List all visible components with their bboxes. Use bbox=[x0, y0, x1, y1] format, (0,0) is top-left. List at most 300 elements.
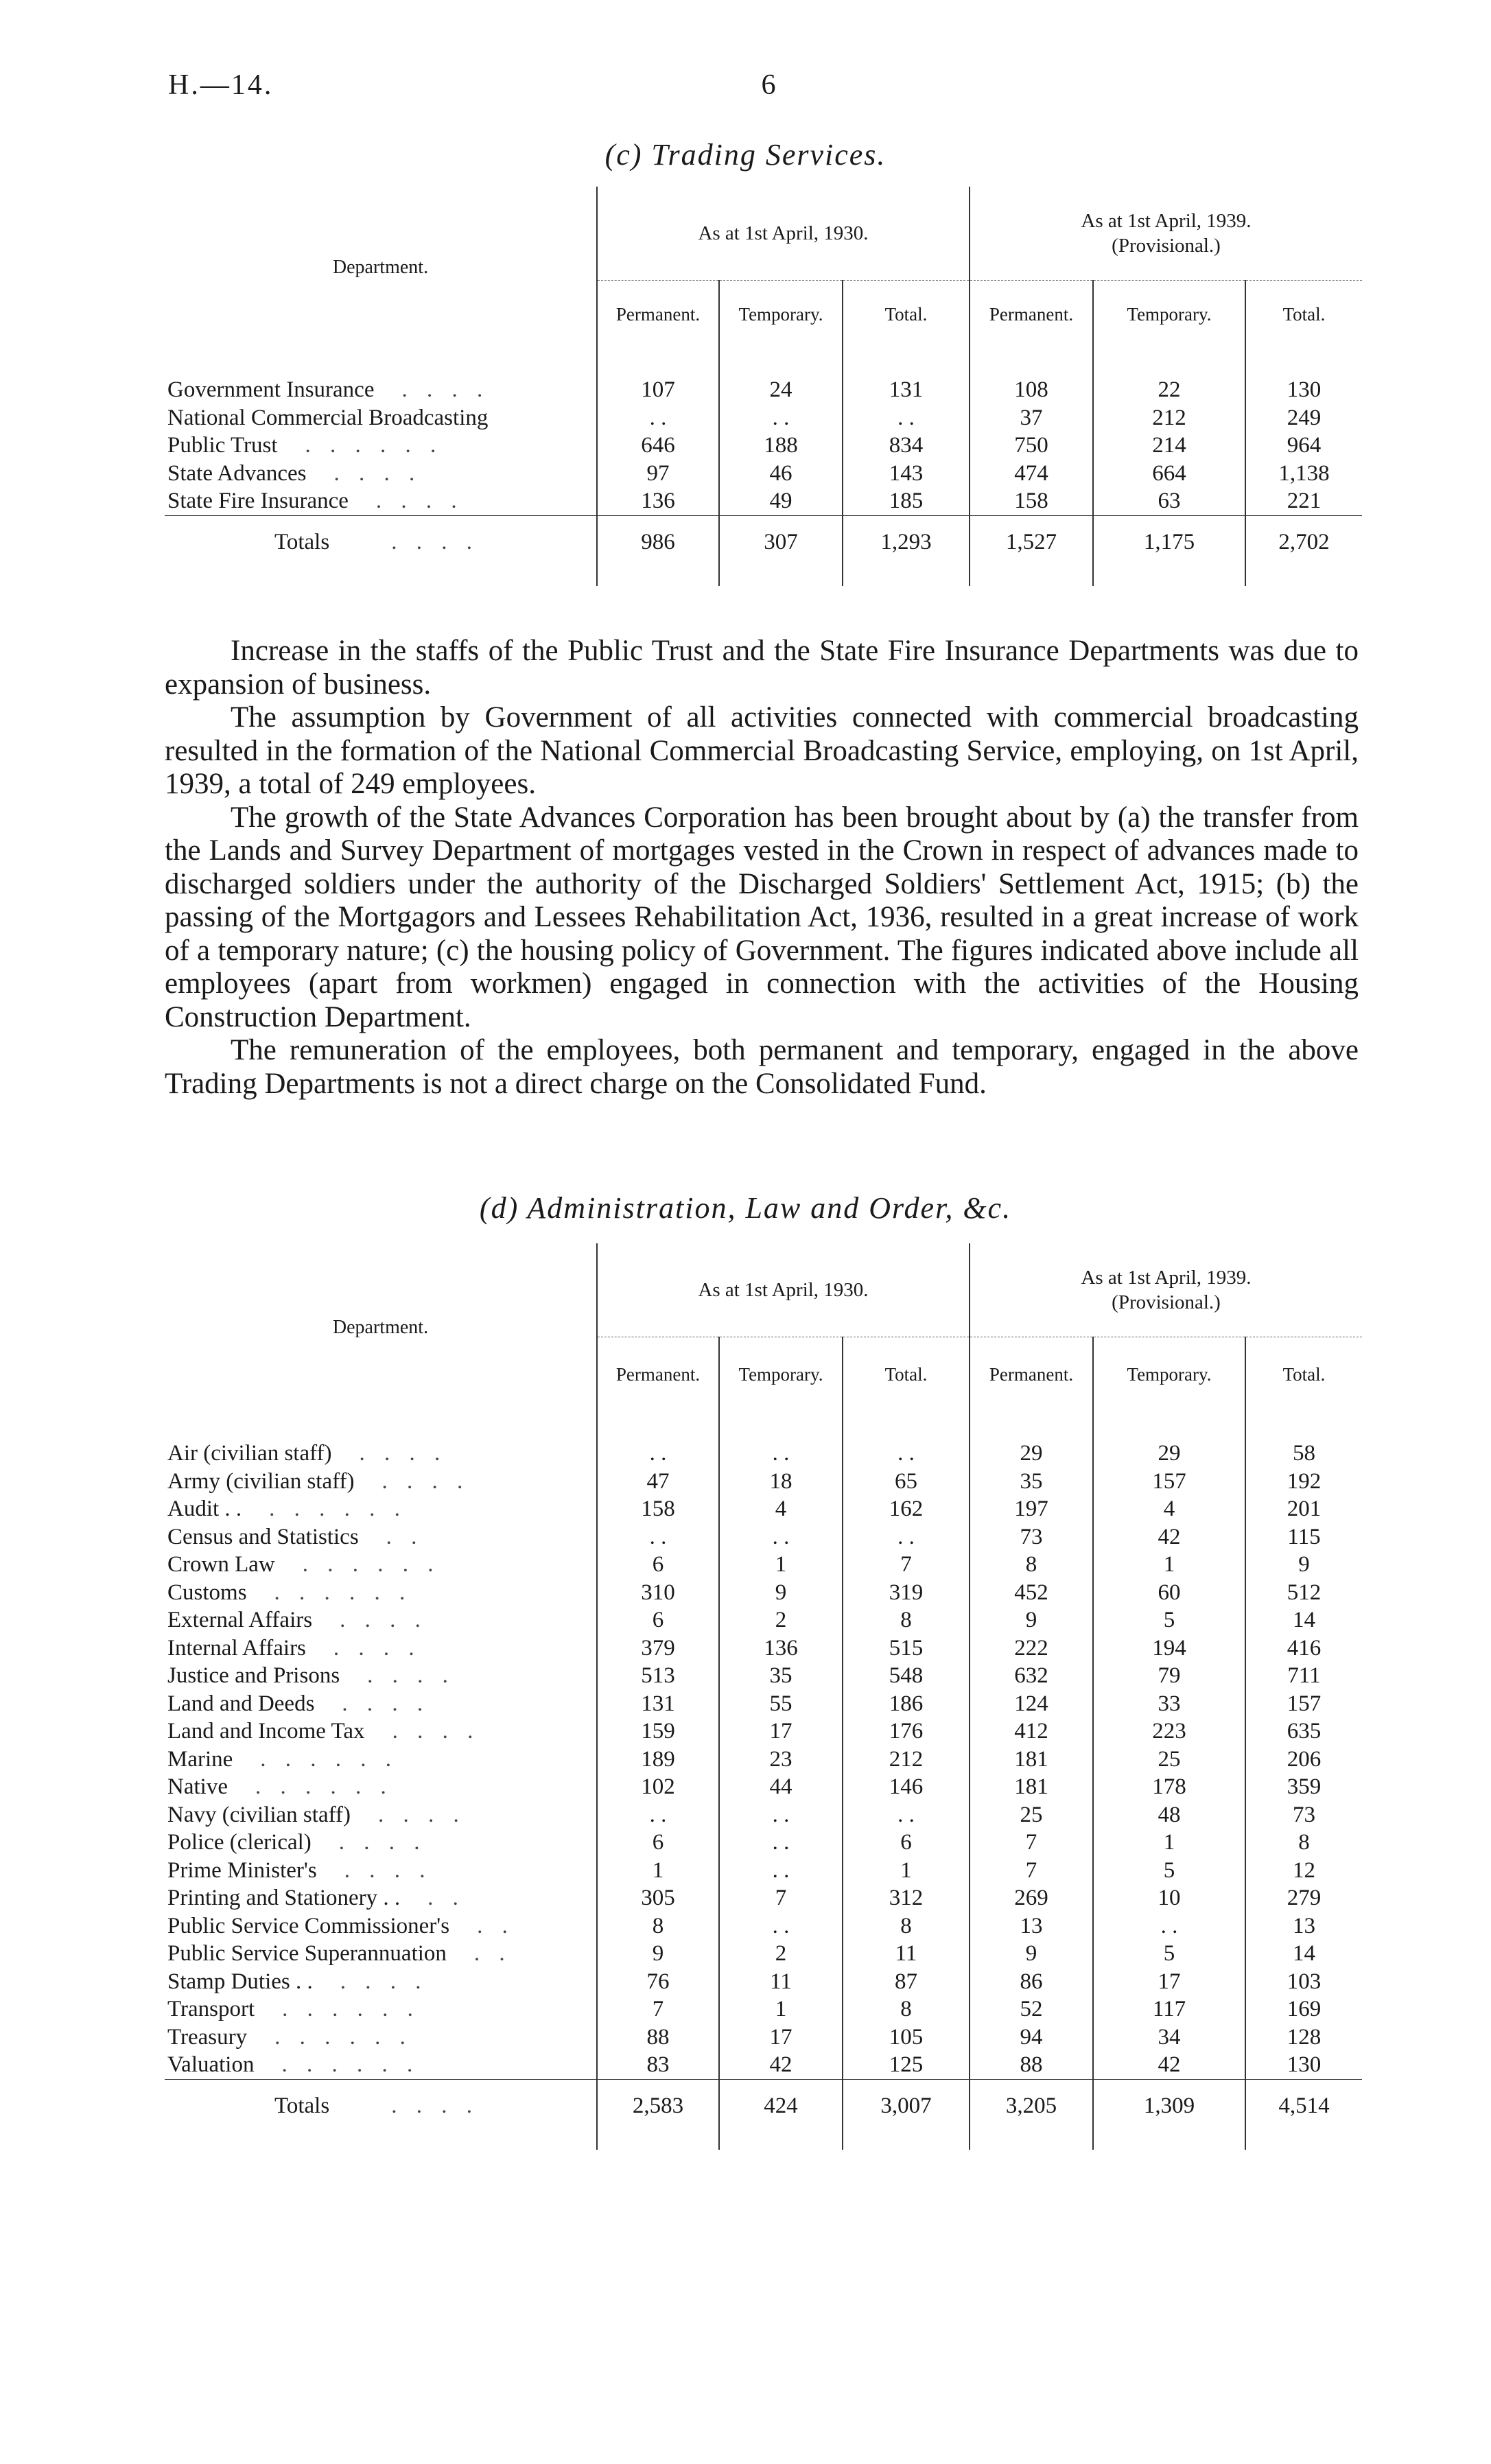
department-name: State Advances bbox=[167, 460, 307, 486]
tail-row bbox=[165, 2132, 1362, 2150]
value-cell: 11 bbox=[843, 1940, 970, 1968]
tail-cell bbox=[597, 2132, 719, 2150]
value-cell: 157 bbox=[1093, 1468, 1245, 1496]
department-name-cell bbox=[165, 1579, 597, 1607]
department-name: Internal Affairs bbox=[167, 1635, 306, 1661]
value-cell: 63 bbox=[1093, 487, 1245, 515]
table-row bbox=[165, 1912, 1362, 1940]
value-cell: 189 bbox=[597, 1746, 719, 1774]
value-cell: 76 bbox=[597, 1968, 719, 1996]
value-cell: 29 bbox=[970, 1440, 1093, 1468]
department-header: Department. bbox=[332, 1317, 429, 1338]
value-cell: 305 bbox=[597, 1884, 719, 1912]
value-cell: 750 bbox=[970, 432, 1093, 460]
department-name: Public Service Commissioner's bbox=[167, 1913, 450, 1938]
value-cell: 169 bbox=[1245, 1995, 1362, 2023]
value-cell: 7 bbox=[719, 1884, 843, 1912]
group-header-1939 bbox=[970, 1243, 1362, 1337]
value-cell: 46 bbox=[719, 460, 843, 488]
col-temporary-1930: Temporary. bbox=[719, 1337, 843, 1412]
tail-cell bbox=[597, 568, 719, 586]
group-header-1939-line1: As at 1st April, 1939. bbox=[1081, 1266, 1252, 1289]
value-cell: 158 bbox=[597, 1495, 719, 1523]
value-cell: 7 bbox=[970, 1829, 1093, 1857]
value-cell: 159 bbox=[597, 1717, 719, 1746]
value-cell: 17 bbox=[719, 2023, 843, 2052]
value-cell: 60 bbox=[1093, 1579, 1245, 1607]
department-name-cell bbox=[165, 1857, 597, 1885]
value-cell: . . bbox=[843, 1801, 970, 1829]
value-cell: 37 bbox=[970, 404, 1093, 432]
group-header-1939-line1: As at 1st April, 1939. bbox=[1081, 209, 1252, 232]
value-cell: 73 bbox=[970, 1523, 1093, 1551]
table-row bbox=[165, 2023, 1362, 2052]
value-cell: 86 bbox=[970, 1968, 1093, 1996]
value-cell: 7 bbox=[843, 1551, 970, 1579]
value-cell: 42 bbox=[719, 2051, 843, 2079]
value-cell: 55 bbox=[719, 1690, 843, 1718]
value-cell: 42 bbox=[1093, 2051, 1245, 2079]
group-header-1930: As at 1st April, 1930. bbox=[597, 1243, 970, 1337]
value-cell: 8 bbox=[843, 1606, 970, 1634]
value-cell: 379 bbox=[597, 1634, 719, 1663]
table-row bbox=[165, 1468, 1362, 1496]
value-cell: 221 bbox=[1245, 487, 1362, 515]
value-cell: 5 bbox=[1093, 1857, 1245, 1885]
value-cell: 249 bbox=[1245, 404, 1362, 432]
leader-dots: . . . . bbox=[375, 489, 464, 513]
value-cell: 107 bbox=[597, 376, 719, 404]
table-row bbox=[165, 1606, 1362, 1634]
value-cell: 22 bbox=[1093, 376, 1245, 404]
leader-dots: . . . . bbox=[333, 1635, 421, 1661]
value-cell: 474 bbox=[970, 460, 1093, 488]
department-name: Army (civilian staff) bbox=[167, 1468, 355, 1494]
value-cell: 1 bbox=[843, 1857, 970, 1885]
value-cell: 6 bbox=[597, 1606, 719, 1634]
value-cell: 8 bbox=[597, 1912, 719, 1940]
department-name-cell bbox=[165, 1773, 597, 1801]
col-total-1930: Total. bbox=[843, 280, 970, 349]
value-cell: 143 bbox=[843, 460, 970, 488]
value-cell: 103 bbox=[1245, 1968, 1362, 1996]
value-cell: 128 bbox=[1245, 2023, 1362, 2052]
value-cell: 279 bbox=[1245, 1884, 1362, 1912]
col-total-1939: Total. bbox=[1245, 1337, 1362, 1412]
group-header-1930: As at 1st April, 1930. bbox=[597, 187, 970, 280]
section-c-title: (c) Trading Services. bbox=[604, 138, 887, 172]
value-cell: 452 bbox=[970, 1579, 1093, 1607]
value-cell: 13 bbox=[1245, 1912, 1362, 1940]
department-name-cell bbox=[165, 1912, 597, 1940]
table-row bbox=[165, 1829, 1362, 1857]
col-temporary-1930: Temporary. bbox=[719, 280, 843, 349]
value-cell: 185 bbox=[843, 487, 970, 515]
department-name-cell bbox=[165, 1440, 597, 1468]
value-cell: 11 bbox=[719, 1968, 843, 1996]
value-cell: 88 bbox=[597, 2023, 719, 2052]
value-cell: 178 bbox=[1093, 1773, 1245, 1801]
table-row bbox=[165, 1801, 1362, 1829]
leader-dots: . . . . . . bbox=[269, 1497, 407, 1521]
tail-cell bbox=[719, 2132, 843, 2150]
value-cell: 5 bbox=[1093, 1940, 1245, 1968]
administration-table bbox=[165, 1243, 1362, 2150]
value-cell: 35 bbox=[719, 1662, 843, 1690]
spacer-cell bbox=[1093, 1412, 1245, 1440]
value-cell: 79 bbox=[1093, 1662, 1245, 1690]
leader-dots: . . . . . . bbox=[260, 1746, 399, 1772]
total-value-cell: 2,583 bbox=[597, 2079, 719, 2132]
value-cell: 14 bbox=[1245, 1940, 1362, 1968]
tail-cell bbox=[843, 2132, 970, 2150]
value-cell: 201 bbox=[1245, 1495, 1362, 1523]
page-number: 6 bbox=[761, 69, 776, 101]
leader-dots: . . . . bbox=[344, 1857, 432, 1883]
leader-dots: . . bbox=[386, 1524, 424, 1549]
value-cell: 212 bbox=[1093, 404, 1245, 432]
value-cell: 1 bbox=[719, 1551, 843, 1579]
value-cell: 6 bbox=[597, 1551, 719, 1579]
spacer-cell bbox=[970, 349, 1093, 376]
department-name-cell bbox=[165, 1662, 597, 1690]
table-row bbox=[165, 1857, 1362, 1885]
leader-dots: . . . . . . bbox=[302, 1552, 441, 1577]
department-name: State Fire Insurance bbox=[167, 489, 349, 513]
group-header-1939-line2: (Provisional.) bbox=[1112, 234, 1221, 257]
value-cell: 635 bbox=[1245, 1717, 1362, 1746]
value-cell: 52 bbox=[970, 1995, 1093, 2023]
table-row bbox=[165, 376, 1362, 404]
value-cell: 102 bbox=[597, 1773, 719, 1801]
trading-services-table bbox=[165, 187, 1362, 586]
department-name: Crown Law bbox=[167, 1552, 275, 1577]
spacer-row bbox=[165, 1412, 1362, 1440]
table-row bbox=[165, 1662, 1362, 1690]
leader-dots: . . . . bbox=[381, 1468, 470, 1494]
table-row bbox=[165, 1940, 1362, 1968]
spacer-cell bbox=[597, 1412, 719, 1440]
table-row bbox=[165, 1523, 1362, 1551]
department-name-cell bbox=[165, 460, 597, 488]
department-name-cell bbox=[165, 1551, 597, 1579]
totals-row bbox=[165, 515, 1362, 568]
col-permanent-1939: Permanent. bbox=[970, 1337, 1093, 1412]
total-value-cell: 307 bbox=[719, 515, 843, 568]
leader-dots: . . . . bbox=[359, 1441, 447, 1466]
group-header-1939 bbox=[970, 187, 1362, 280]
department-name-cell bbox=[165, 1801, 597, 1829]
table-row bbox=[165, 1968, 1362, 1996]
spacer-cell bbox=[165, 349, 597, 376]
spacer-cell bbox=[597, 349, 719, 376]
spacer-cell bbox=[843, 349, 970, 376]
department-name: Land and Deeds bbox=[167, 1691, 315, 1716]
value-cell: 131 bbox=[597, 1690, 719, 1718]
value-cell: . . bbox=[843, 404, 970, 432]
value-cell: 35 bbox=[970, 1468, 1093, 1496]
total-value-cell: 1,309 bbox=[1093, 2079, 1245, 2132]
department-name-cell bbox=[165, 1746, 597, 1774]
value-cell: 9 bbox=[970, 1940, 1093, 1968]
leader-dots: . . . . . . bbox=[255, 1774, 393, 1799]
department-name-cell bbox=[165, 1468, 597, 1496]
tail-cell bbox=[1245, 2132, 1362, 2150]
value-cell: 194 bbox=[1093, 1634, 1245, 1663]
department-name: Valuation bbox=[167, 2052, 255, 2077]
value-cell: 9 bbox=[719, 1579, 843, 1607]
spacer-cell bbox=[970, 1412, 1093, 1440]
leader-dots: . . . . . . bbox=[282, 1997, 420, 2021]
department-header: Department. bbox=[332, 257, 429, 278]
leader-dots: . . . . bbox=[367, 1663, 455, 1688]
department-name-cell bbox=[165, 2051, 597, 2079]
department-name: Land and Income Tax bbox=[167, 1719, 365, 1744]
value-cell: . . bbox=[597, 1801, 719, 1829]
department-name: Navy (civilian staff) bbox=[167, 1802, 351, 1827]
value-cell: 17 bbox=[719, 1717, 843, 1746]
department-name: Native bbox=[167, 1774, 228, 1799]
group-header-1939-line2: (Provisional.) bbox=[1112, 1291, 1221, 1313]
department-name: National Commercial Broadcasting bbox=[167, 405, 489, 430]
value-cell: 117 bbox=[1093, 1995, 1245, 2023]
value-cell: . . bbox=[597, 1440, 719, 1468]
spacer-cell bbox=[719, 349, 843, 376]
tail-cell bbox=[165, 2132, 597, 2150]
department-name-cell bbox=[165, 1690, 597, 1718]
department-name: Government Insurance bbox=[167, 377, 375, 402]
spacer-cell bbox=[165, 1412, 597, 1440]
totals-row bbox=[165, 2079, 1362, 2132]
department-name: Audit . . bbox=[167, 1497, 242, 1521]
value-cell: 136 bbox=[597, 487, 719, 515]
value-cell: 131 bbox=[843, 376, 970, 404]
value-cell: 48 bbox=[1093, 1801, 1245, 1829]
value-cell: 192 bbox=[1245, 1468, 1362, 1496]
col-temporary-1939: Temporary. bbox=[1093, 280, 1245, 349]
table-row bbox=[165, 2051, 1362, 2079]
value-cell: 47 bbox=[597, 1468, 719, 1496]
spacer-cell bbox=[1093, 349, 1245, 376]
value-cell: 269 bbox=[970, 1884, 1093, 1912]
total-value-cell: 986 bbox=[597, 515, 719, 568]
value-cell: 12 bbox=[1245, 1857, 1362, 1885]
spacer-cell bbox=[1245, 349, 1362, 376]
department-name-cell bbox=[165, 1495, 597, 1523]
tail-cell bbox=[165, 568, 597, 586]
value-cell: 94 bbox=[970, 2023, 1093, 2052]
value-cell: 512 bbox=[1245, 1579, 1362, 1607]
value-cell: 158 bbox=[970, 487, 1093, 515]
total-value-cell: 4,514 bbox=[1245, 2079, 1362, 2132]
department-name-cell bbox=[165, 1634, 597, 1663]
table-row bbox=[165, 487, 1362, 515]
leader-dots: . . . . bbox=[392, 1719, 480, 1744]
table-row bbox=[165, 1884, 1362, 1912]
department-name: Stamp Duties . . bbox=[167, 1969, 313, 1994]
table-row bbox=[165, 1495, 1362, 1523]
value-cell: . . bbox=[719, 404, 843, 432]
value-cell: 9 bbox=[1245, 1551, 1362, 1579]
value-cell: . . bbox=[719, 1801, 843, 1829]
value-cell: . . bbox=[719, 1523, 843, 1551]
leader-dots: . . . . bbox=[333, 460, 422, 486]
value-cell: 181 bbox=[970, 1773, 1093, 1801]
department-name-cell bbox=[165, 1968, 597, 1996]
value-cell: 176 bbox=[843, 1717, 970, 1746]
tail-cell bbox=[970, 568, 1093, 586]
tail-cell bbox=[970, 2132, 1093, 2150]
col-permanent-1939: Permanent. bbox=[970, 280, 1093, 349]
value-cell: 186 bbox=[843, 1690, 970, 1718]
value-cell: 412 bbox=[970, 1717, 1093, 1746]
paragraph: The assumption by Government of all activities connected with commercial broadcasting resulted in the formation of the National Commercial Broadcasting Service, employing, on 1st April, 1939, a total of 249 employees. bbox=[165, 701, 1359, 800]
total-value-cell: 1,175 bbox=[1093, 515, 1245, 568]
leader-dots: . . . . bbox=[401, 377, 490, 402]
department-name-cell bbox=[165, 1606, 597, 1634]
tail-cell bbox=[1093, 2132, 1245, 2150]
value-cell: 115 bbox=[1245, 1523, 1362, 1551]
value-cell: 10 bbox=[1093, 1884, 1245, 1912]
leader-dots: . . . . bbox=[391, 529, 479, 554]
total-value-cell: 424 bbox=[719, 2079, 843, 2132]
value-cell: 964 bbox=[1245, 432, 1362, 460]
leader-dots: . . . . bbox=[391, 2093, 479, 2118]
department-name: Public Trust bbox=[167, 433, 278, 458]
paragraph: The remuneration of the employees, both permanent and temporary, engaged in the above Trading Departments is not a direct charge on the Consolidated Fund. bbox=[165, 1034, 1359, 1100]
value-cell: 4 bbox=[1093, 1495, 1245, 1523]
department-name: Justice and Prisons bbox=[167, 1663, 340, 1688]
totals-label-cell bbox=[165, 515, 597, 568]
table-row bbox=[165, 1773, 1362, 1801]
department-name: Marine bbox=[167, 1746, 233, 1772]
value-cell: 197 bbox=[970, 1495, 1093, 1523]
value-cell: . . bbox=[719, 1440, 843, 1468]
leader-dots: . . bbox=[473, 1941, 512, 1966]
value-cell: 664 bbox=[1093, 460, 1245, 488]
value-cell: 223 bbox=[1093, 1717, 1245, 1746]
value-cell: 222 bbox=[970, 1634, 1093, 1663]
value-cell: . . bbox=[719, 1912, 843, 1940]
department-name-cell bbox=[165, 376, 597, 404]
department-name: External Affairs bbox=[167, 1608, 313, 1632]
value-cell: 130 bbox=[1245, 376, 1362, 404]
value-cell: 24 bbox=[719, 376, 843, 404]
value-cell: 181 bbox=[970, 1746, 1093, 1774]
department-name: Police (clerical) bbox=[167, 1830, 312, 1855]
table-row bbox=[165, 1717, 1362, 1746]
value-cell: 188 bbox=[719, 432, 843, 460]
department-name-cell bbox=[165, 404, 597, 432]
value-cell: 65 bbox=[843, 1468, 970, 1496]
department-name: Treasury bbox=[167, 2024, 248, 2050]
tail-row bbox=[165, 568, 1362, 586]
tail-cell bbox=[719, 568, 843, 586]
value-cell: . . bbox=[597, 1523, 719, 1551]
total-value-cell: 1,293 bbox=[843, 515, 970, 568]
value-cell: 29 bbox=[1093, 1440, 1245, 1468]
value-cell: . . bbox=[843, 1523, 970, 1551]
value-cell: . . bbox=[719, 1857, 843, 1885]
tail-cell bbox=[1093, 568, 1245, 586]
value-cell: 8 bbox=[970, 1551, 1093, 1579]
department-name-cell bbox=[165, 432, 597, 460]
paragraph: Increase in the staffs of the Public Trust and the State Fire Insurance Departments was due to expansion of business. bbox=[165, 635, 1359, 701]
value-cell: 97 bbox=[597, 460, 719, 488]
value-cell: 1,138 bbox=[1245, 460, 1362, 488]
value-cell: 49 bbox=[719, 487, 843, 515]
department-name-cell bbox=[165, 1523, 597, 1551]
value-cell: 8 bbox=[843, 1912, 970, 1940]
value-cell: 834 bbox=[843, 432, 970, 460]
value-cell: 7 bbox=[970, 1857, 1093, 1885]
department-name-cell bbox=[165, 2023, 597, 2052]
spacer-cell bbox=[719, 1412, 843, 1440]
value-cell: 1 bbox=[597, 1857, 719, 1885]
value-cell: 8 bbox=[843, 1995, 970, 2023]
department-name: Census and Statistics bbox=[167, 1524, 359, 1549]
leader-dots: . . . . bbox=[338, 1830, 427, 1855]
totals-label-cell bbox=[165, 2079, 597, 2132]
col-permanent-1930: Permanent. bbox=[597, 280, 719, 349]
value-cell: 146 bbox=[843, 1773, 970, 1801]
value-cell: 711 bbox=[1245, 1662, 1362, 1690]
table-row bbox=[165, 1579, 1362, 1607]
leader-dots: . . . . bbox=[340, 1608, 427, 1632]
total-value-cell: 2,702 bbox=[1245, 515, 1362, 568]
value-cell: 73 bbox=[1245, 1801, 1362, 1829]
value-cell: 5 bbox=[1093, 1606, 1245, 1634]
department-name: Prime Minister's bbox=[167, 1857, 317, 1883]
spacer-cell bbox=[843, 1412, 970, 1440]
value-cell: 1 bbox=[1093, 1551, 1245, 1579]
value-cell: 108 bbox=[970, 376, 1093, 404]
tail-cell bbox=[1245, 568, 1362, 586]
table-row bbox=[165, 432, 1362, 460]
value-cell: 6 bbox=[597, 1829, 719, 1857]
leader-dots: . . . . . . bbox=[274, 2024, 412, 2050]
value-cell: 33 bbox=[1093, 1690, 1245, 1718]
table-row bbox=[165, 1690, 1362, 1718]
value-cell: 206 bbox=[1245, 1746, 1362, 1774]
total-value-cell: 3,007 bbox=[843, 2079, 970, 2132]
department-name-cell bbox=[165, 1829, 597, 1857]
page-header-code: H.—14. bbox=[168, 69, 274, 101]
value-cell: 310 bbox=[597, 1579, 719, 1607]
value-cell: 18 bbox=[719, 1468, 843, 1496]
value-cell: 124 bbox=[970, 1690, 1093, 1718]
leader-dots: . . . . . . bbox=[274, 1580, 412, 1605]
value-cell: 214 bbox=[1093, 432, 1245, 460]
value-cell: . . bbox=[843, 1440, 970, 1468]
col-permanent-1930: Permanent. bbox=[597, 1337, 719, 1412]
value-cell: 162 bbox=[843, 1495, 970, 1523]
value-cell: 312 bbox=[843, 1884, 970, 1912]
section-d-title: (d) Administration, Law and Order, &c. bbox=[479, 1191, 1012, 1225]
department-name: Customs bbox=[167, 1580, 247, 1605]
leader-dots: . . . . bbox=[377, 1802, 466, 1827]
table-row bbox=[165, 1551, 1362, 1579]
value-cell: 34 bbox=[1093, 2023, 1245, 2052]
table-row bbox=[165, 1746, 1362, 1774]
department-name: Air (civilian staff) bbox=[167, 1441, 332, 1466]
department-name: Transport bbox=[167, 1997, 255, 2021]
value-cell: 136 bbox=[719, 1634, 843, 1663]
value-cell: 130 bbox=[1245, 2051, 1362, 2079]
value-cell: 83 bbox=[597, 2051, 719, 2079]
col-temporary-1939: Temporary. bbox=[1093, 1337, 1245, 1412]
value-cell: 319 bbox=[843, 1579, 970, 1607]
